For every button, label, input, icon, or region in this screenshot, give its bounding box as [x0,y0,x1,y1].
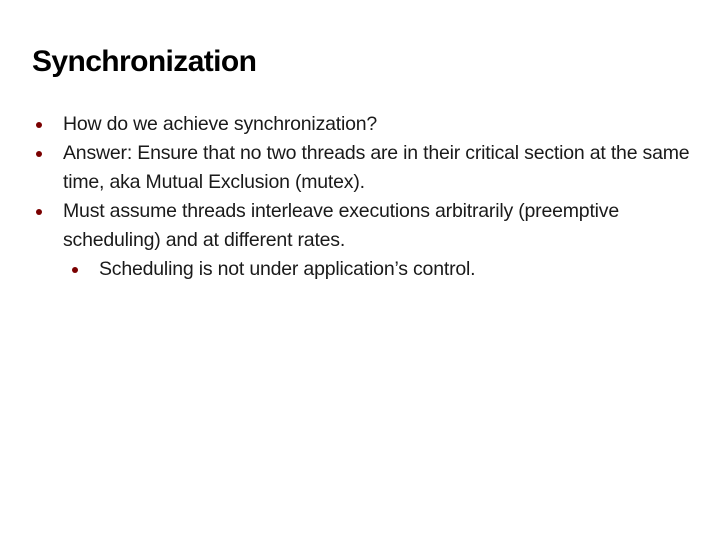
bullet-item [0,110,700,139]
bullet-dot-icon [36,151,42,157]
bullet-dot-icon [36,122,42,128]
bullet-list [0,110,700,284]
sub-bullet-item [0,255,700,284]
bullet-item [0,197,700,255]
slide-title: Synchronization [32,45,257,78]
bullet-item [0,139,700,197]
bullet-text: Scheduling is not under application’s control. [99,258,476,280]
bullet-text: Answer: Ensure that no two threads are in their critical section at the same time, aka Mutual Exclusion (mutex). [63,142,690,193]
bullet-text: Must assume threads interleave executions arbitrarily (preemptive scheduling) and at different rates. [63,200,619,251]
bullet-text: How do we achieve synchronization? [63,113,378,135]
bullet-dot-icon [36,209,42,215]
bullet-dot-icon [72,267,78,273]
